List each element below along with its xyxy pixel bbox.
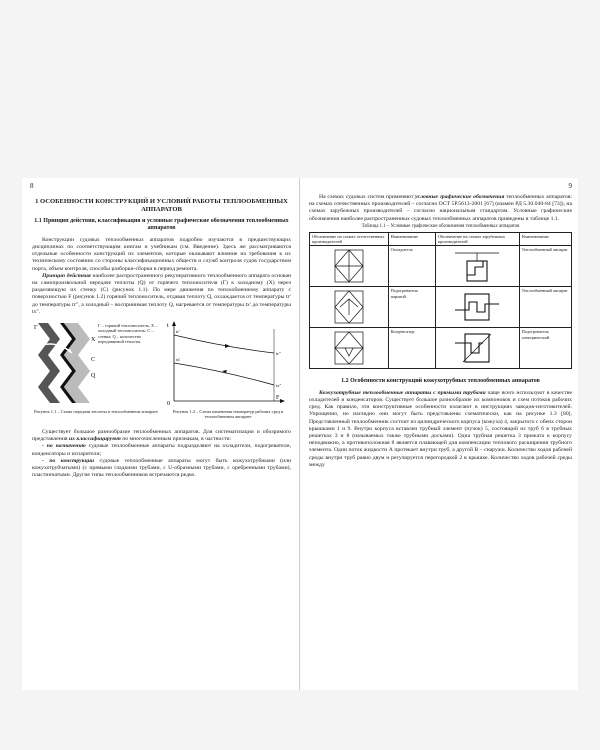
figure-legend: Г – горячий теплоноситель; X – холодный теплоноситель; С – стенка; Q – количество передаваемой теплоты <box>98 323 158 345</box>
table-cell: Подогреватель паровой <box>388 287 435 328</box>
figure-caption: Рисунок 1.1 – Схема передачи теплоты в теплообменном аппарате <box>34 409 158 415</box>
emphasis: Принцип действия <box>42 272 91 279</box>
t-axis-label: t <box>167 323 169 330</box>
hot-out-label: tг" <box>276 351 281 357</box>
symbol-cell <box>435 246 519 287</box>
emphasis: их классифицируют <box>68 436 121 443</box>
table-header: Обозначение на схемах зарубежных производителей <box>435 232 519 246</box>
paragraph <box>309 390 572 469</box>
cold-out-label: tх" <box>276 383 282 389</box>
paragraph-text: теплообменных аппаратов: на схемах отечественных производителей – согласно ОСТ 5Р.5613-2001 [67] (взамен РД 5.30.040-84 [73]), на схемах зарубежных производителей – согласно национальным стандартам. Условные графические обозначения наиболее распространенных судовых теплообменных аппаратов приведены в таблице 1.1. <box>309 194 572 222</box>
steam-heater-symbol <box>327 290 371 324</box>
table-header: Наименование <box>519 232 571 246</box>
heat-label: Q <box>91 373 96 380</box>
table-header: Обозначение на схемах отечественных производителей <box>310 232 389 246</box>
paragraph <box>32 273 291 316</box>
figure-1-1 <box>32 319 160 425</box>
table-cell: Теплообменный аппарат <box>519 287 571 328</box>
temperature-chart <box>164 319 292 407</box>
axis-arrow <box>280 399 285 403</box>
symbol-cell <box>435 287 519 328</box>
heat-transfer-diagram <box>32 319 98 407</box>
chapter-title: 1 ОСОБЕННОСТИ КОНСТРУКЦИЙ И УСЛОВИЙ РАБОТЫ ТЕПЛООБМЕННЫХ АППАРАТОВ <box>35 198 288 213</box>
table-header: Наименование <box>388 232 435 246</box>
left-page <box>22 178 300 690</box>
section-title: 1.2 Особенности конструкций кожухотрубных теплообменных аппаратов <box>341 378 540 385</box>
condenser-symbol <box>327 331 371 365</box>
heat-exchanger-symbol <box>449 249 505 283</box>
symbol-cell <box>310 287 389 328</box>
cold-in-label: tх' <box>176 357 181 363</box>
origin-label: 0 <box>167 401 170 408</box>
right-page <box>301 178 578 690</box>
paragraph: Конструкции судовых теплообменных аппаратов подробно изучаются в предшествующих дисциплинах по соответствующим книгам и учебникам (см. Введение). Здесь же рассматриваются отдельные особенности конструкций их элементов, которые оказывают влияние на требования к их техническому состоянию со стороны классификационных обществ и служб контроля судов государством порта, объем контроля, способы разборки-сборки в период ремонта. <box>32 236 291 272</box>
page-number: 9 <box>568 182 572 190</box>
table-row <box>310 246 572 287</box>
paragraph-text: судовые теплообменные аппараты подразделяют на охладители, подогреватели, конденсаторы и испарители; <box>32 443 291 457</box>
paragraph-text: Существует большое разнообразие теплообменных аппаратов. Для систематизации и обозримого представления <box>32 429 291 443</box>
hot-in-label: tг' <box>176 329 180 335</box>
emphasis: условные графические обозначения <box>415 194 505 200</box>
figure-1-2 <box>164 319 292 425</box>
hot-curve <box>174 335 274 353</box>
emphasis: - по назначению <box>42 443 86 450</box>
symbols-table <box>309 232 572 370</box>
table-row <box>310 287 572 328</box>
hot-label: Г <box>34 325 38 332</box>
table-cell: Подогреватель электрический <box>519 328 571 369</box>
emphasis: - по конструкции <box>42 457 95 464</box>
heat-exchanger-symbol <box>449 290 505 324</box>
paragraph-text: по многочисленным признакам, в частности: <box>120 436 232 443</box>
cold-curve <box>174 363 274 385</box>
paragraph-text: чаще всего используют в качестве охладителей и конденсаторов. Существует большое разнообразие их компоновок и схем потоков рабочих сред. Как правило, эти конструктивные особенности излагают в инструкциях заводов-изготовителей. Упрощенно, но наглядно они могут быть представлены схематически, как на рисунке 1.3 [80]. Представленный теплообменник состоит из цилиндрического корпуса (кожуха) 4, закрытого с обеих сторон крышками 1 и 9. Внутри корпуса вставлен трубный элемент (пучок) 5, состоящий из труб 6 в трубных решетках 3 и 8 (называемых также трубными досками). Одна трубная решетка 3 прижата к корпусу неподвижно, а противоположная 8 является плавающей для компенсации теплового расширения трубного элемента. Один поток жидкости А протекает внутри труб, а другой В – снаружи. Количество ходов рабочей среды внутри труб равно двум и регулируется перегородкой 2 в крышке. Количество ходов рабочей среды между <box>309 389 572 468</box>
list-item <box>32 443 291 457</box>
table-header-row <box>310 232 572 246</box>
paragraph-text: На схемах судовых систем применяют <box>319 194 416 200</box>
emphasis: Кожухотрубные теплообменные аппараты с прямыми трубами <box>319 389 486 396</box>
paragraph <box>32 429 291 443</box>
table-caption: Таблица 1.1 – Условные графические обозначения теплообменных аппаратов <box>361 223 520 229</box>
f-axis-label: F <box>276 395 280 402</box>
cold-label: X <box>91 337 96 344</box>
paragraph <box>309 194 572 223</box>
table-cell: Теплообменный аппарат <box>519 246 571 287</box>
section-title: 1.1 Принцип действия, классификация и условные графические обозначения теплообменных аппаратов <box>34 218 289 232</box>
list-item <box>32 458 291 480</box>
figure-row <box>32 319 291 427</box>
table-cell: Конденсатор <box>388 328 435 369</box>
table-cell: Охладитель <box>388 246 435 287</box>
axis-arrow <box>172 321 176 326</box>
symbol-cell <box>310 246 389 287</box>
figure-caption: Рисунок 1.2 – Схема изменения температур рабочих сред в теплообменном аппарате <box>172 409 284 420</box>
page-number: 8 <box>30 182 34 190</box>
wall-label: С <box>91 357 96 364</box>
book-spread <box>22 178 578 690</box>
cooler-symbol <box>327 249 371 283</box>
hot-fluid-band <box>38 323 60 403</box>
table-row <box>310 328 572 369</box>
paragraph-text: наиболее распространенного рекуперативного теплообменного аппарата основан на самопроизвольной передаче теплоты (Q) от горячего теплоносителя (Г) к холодному (Х) через разделяющую их стенку (С) (рисунок 1.1). По мере движения по теплообменному аппарату с поверхностью F (рисунок 1.2) горячий теплоноситель, отдавая теплоту Q, охлаждается от температуры tг' до температуры tг", а холодный – воспринимая теплоту Q, нагревается от температуры tх' до температуры tх". <box>32 272 292 315</box>
paragraph-text: судовые теплообменные аппараты могут быть кожухотрубными (или кожухотрубчатыми) (с прямыми гладкими трубами, с U-образными трубами, с оребренными трубами), пластинчатыми. Другие типы теплообменников встречаются редко. <box>32 457 291 479</box>
symbol-cell <box>435 328 519 369</box>
symbol-cell <box>310 328 389 369</box>
electric-heater-symbol <box>449 331 505 365</box>
arrow-head <box>225 344 230 348</box>
